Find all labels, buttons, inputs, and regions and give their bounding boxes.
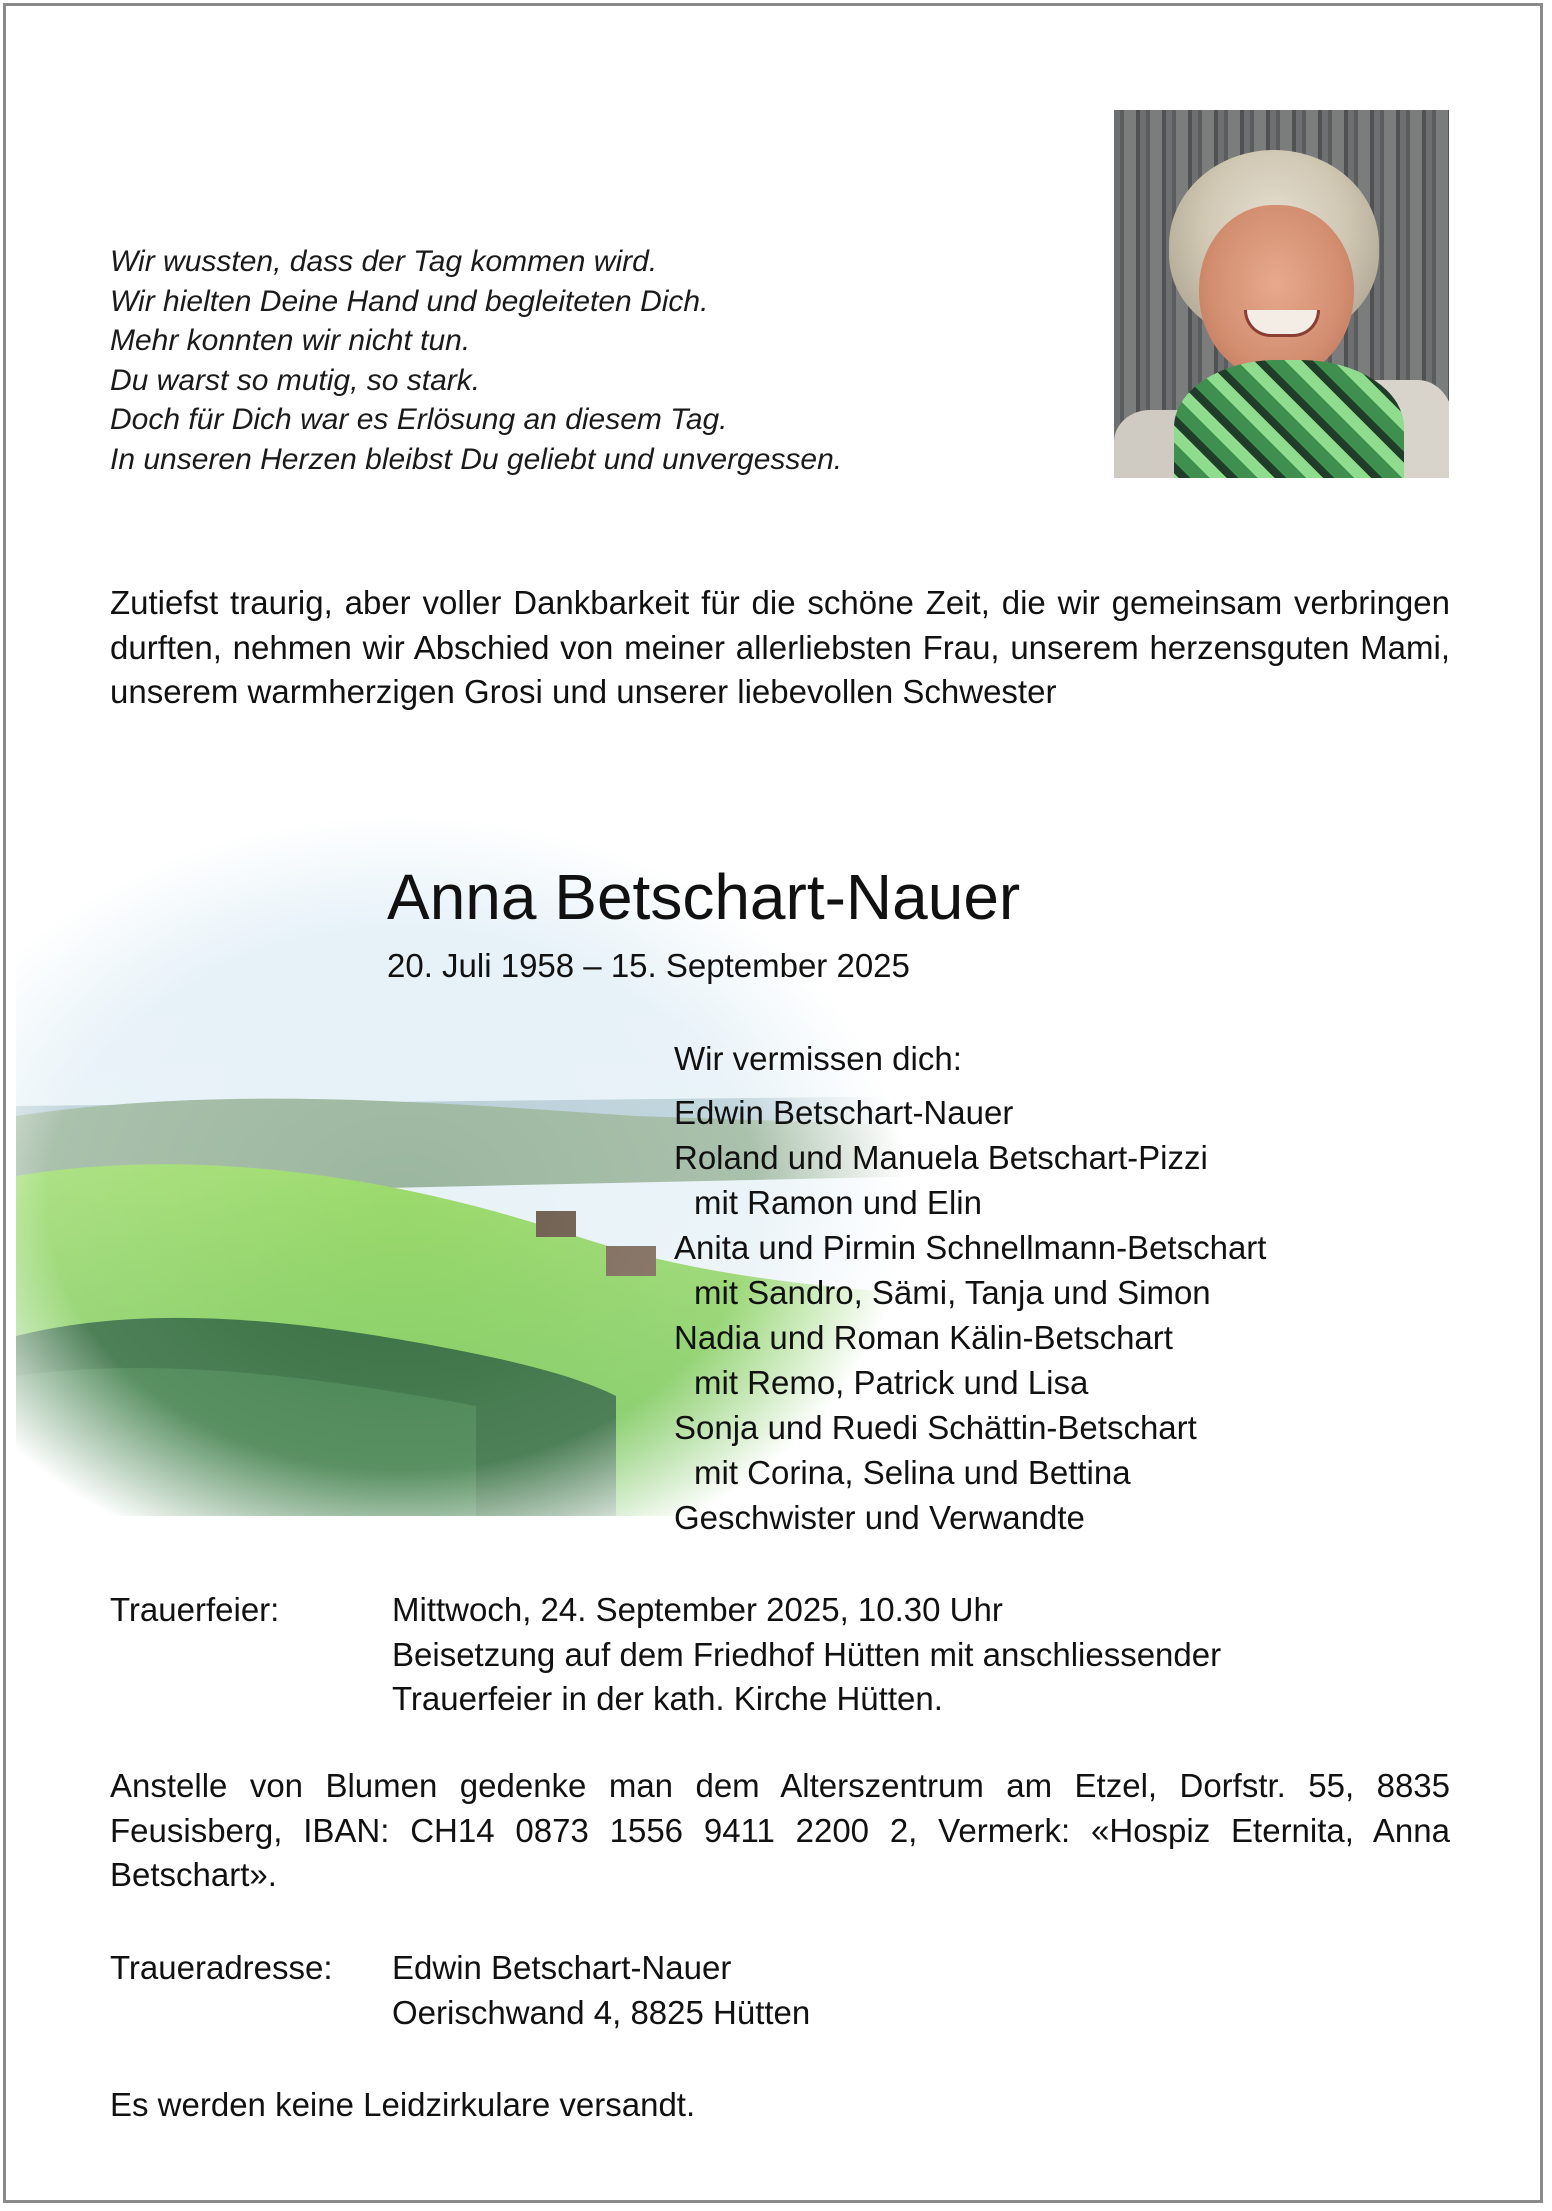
portrait-face [1199,205,1354,380]
mourner-children-line: mit Sandro, Sämi, Tanja und Simon [694,1274,1211,1311]
notice-text: Es werden keine Leidzirkulare versandt. [110,2086,696,2123]
mourner-line: Geschwister und Verwandte [674,1499,1085,1536]
deceased-dates: 20. Juli 1958 – 15. September 2025 [387,947,910,984]
mourner-children-line: mit Corina, Selina und Bettina [694,1454,1131,1491]
address-line: Edwin Betschart-Nauer [392,1949,732,1986]
portrait-photo [1114,110,1449,478]
mourner-children-line: mit Remo, Patrick und Lisa [694,1364,1089,1401]
funeral-line: Trauerfeier in der kath. Kirche Hütten. [392,1680,943,1717]
poem-line: Du warst so mutig, so stark. [110,363,481,397]
mourner-line: Edwin Betschart-Nauer [674,1094,1014,1131]
intro-text: Zutiefst traurig, aber voller Dankbarkeit für die schöne Zeit, die wir gemeinsam verbringen durften, nehmen wir Abschied von meiner allerliebsten Frau, unserem herzensguten Mami, unserem warmherzigen Grosi und unserer liebevollen Schwester [110,584,1450,710]
address-label: Traueradresse: [110,1949,333,1986]
poem [110,242,1010,479]
mourners-intro: Wir vermissen dich: [674,1040,962,1077]
mourner-line: Anita und Pirmin Schnellmann-Betschart [674,1229,1267,1266]
funeral-line: Beisetzung auf dem Friedhof Hütten mit anschliessender [392,1635,1222,1673]
funeral-details [392,1588,1221,1722]
address-line: Oerischwand 4, 8825 Hütten [392,1993,811,2031]
poem-line: In unseren Herzen bleibst Du geliebt und unvergessen. [110,442,843,476]
mourner-line: Roland und Manuela Betschart-Pizzi [674,1139,1208,1176]
funeral-line: Mittwoch, 24. September 2025, 10.30 Uhr [392,1591,1003,1628]
poem-line: Wir hielten Deine Hand und begleiteten Dich. [110,284,709,318]
mourner-line: Sonja und Ruedi Schättin-Betschart [674,1409,1197,1446]
mourners-list [674,1036,1434,1540]
address-details [392,1946,810,2035]
funeral-label: Trauerfeier: [110,1591,280,1628]
obituary-page [3,3,1543,2203]
portrait-scarf [1174,360,1404,478]
mourner-line: Nadia und Roman Kälin-Betschart [674,1319,1173,1356]
deceased-name: Anna Betschart-Nauer [387,861,1021,933]
poem-line: Wir wussten, dass der Tag kommen wird. [110,245,658,278]
donation-text: Anstelle von Blumen gedenke man dem Alterszentrum am Etzel, Dorfstr. 55, 8835 Feusisberg, IBAN: CH14 0873 1556 9411 2200 2, Vermerk: «Hospiz Eternita, Anna Betschart». [110,1767,1450,1893]
poem-line: Doch für Dich war es Erlösung an diesem Tag. [110,403,728,436]
mourner-children-line: mit Ramon und Elin [694,1184,982,1221]
poem-line: Mehr konnten wir nicht tun. [110,324,471,357]
